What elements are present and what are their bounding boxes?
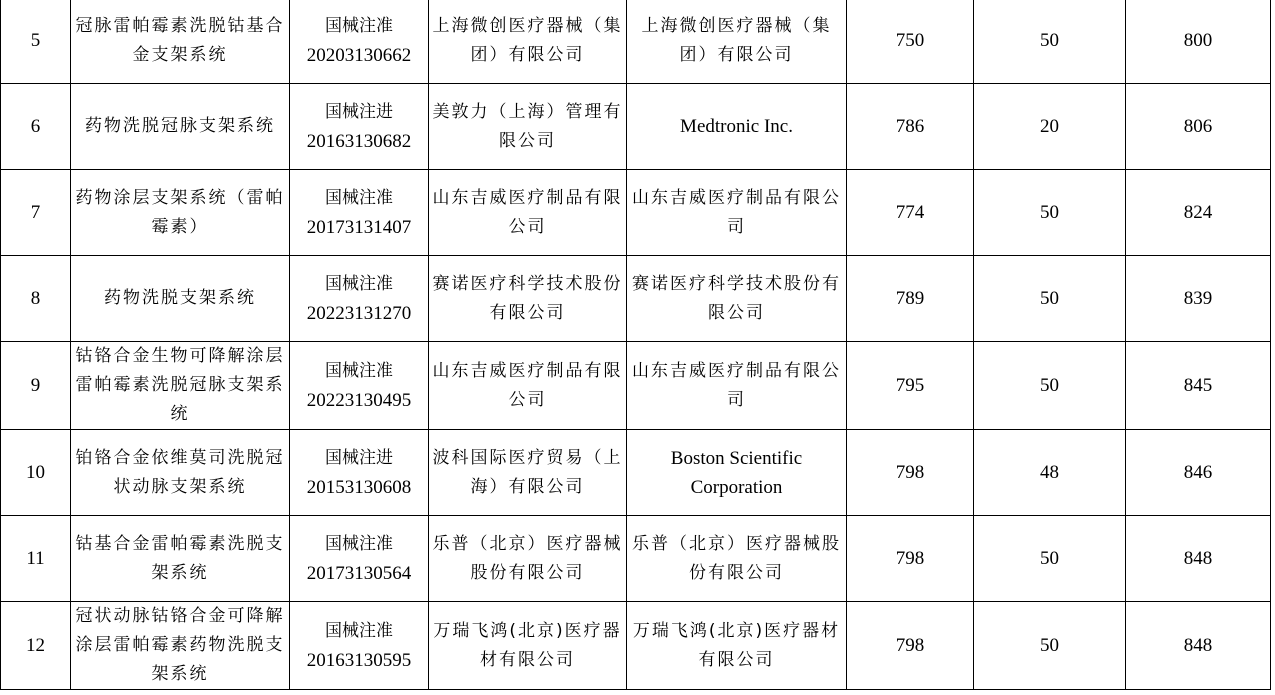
applicant-company: 美敦力（上海）管理有限公司 bbox=[429, 84, 627, 170]
applicant-company: 上海微创医疗器械（集团）有限公司 bbox=[429, 0, 627, 84]
registration-cell bbox=[290, 602, 429, 690]
registration-cell bbox=[290, 342, 429, 430]
registration-number: 20223130495 bbox=[306, 389, 412, 411]
value-1: 786 bbox=[847, 84, 974, 170]
registration-number: 20153130608 bbox=[306, 476, 412, 498]
value-1: 798 bbox=[847, 430, 974, 516]
applicant-company: 山东吉威医疗制品有限公司 bbox=[429, 170, 627, 256]
row-index: 12 bbox=[1, 602, 71, 690]
manufacturer-company: 山东吉威医疗制品有限公司 bbox=[627, 170, 847, 256]
manufacturer-company: 上海微创医疗器械（集团）有限公司 bbox=[627, 0, 847, 84]
applicant-company: 波科国际医疗贸易（上海）有限公司 bbox=[429, 430, 627, 516]
row-index: 5 bbox=[1, 0, 71, 84]
registration-number: 20173130564 bbox=[306, 562, 412, 584]
value-3: 848 bbox=[1126, 516, 1271, 602]
product-name: 钴铬合金生物可降解涂层雷帕霉素洗脱冠脉支架系统 bbox=[71, 342, 290, 430]
manufacturer-company: 山东吉威医疗制品有限公司 bbox=[627, 342, 847, 430]
registration-type: 国械注准 bbox=[325, 620, 393, 641]
value-3: 839 bbox=[1126, 256, 1271, 342]
table-row bbox=[1, 0, 1271, 84]
table-row bbox=[1, 170, 1271, 256]
product-name: 冠状动脉钴铬合金可降解涂层雷帕霉素药物洗脱支架系统 bbox=[71, 602, 290, 690]
value-1: 795 bbox=[847, 342, 974, 430]
product-name: 药物涂层支架系统（雷帕霉素） bbox=[71, 170, 290, 256]
value-3: 806 bbox=[1126, 84, 1271, 170]
manufacturer-company: 乐普（北京）医疗器械股份有限公司 bbox=[627, 516, 847, 602]
value-2: 48 bbox=[974, 430, 1126, 516]
value-1: 798 bbox=[847, 516, 974, 602]
value-1: 789 bbox=[847, 256, 974, 342]
value-3: 848 bbox=[1126, 602, 1271, 690]
row-index: 11 bbox=[1, 516, 71, 602]
registration-number: 20223131270 bbox=[306, 302, 412, 324]
applicant-company: 赛诺医疗科学技术股份有限公司 bbox=[429, 256, 627, 342]
row-index: 8 bbox=[1, 256, 71, 342]
manufacturer-company: 赛诺医疗科学技术股份有限公司 bbox=[627, 256, 847, 342]
table-row bbox=[1, 516, 1271, 602]
value-2: 50 bbox=[974, 602, 1126, 690]
value-2: 50 bbox=[974, 256, 1126, 342]
registration-cell bbox=[290, 516, 429, 602]
value-2: 50 bbox=[974, 170, 1126, 256]
product-name: 药物洗脱冠脉支架系统 bbox=[71, 84, 290, 170]
row-index: 7 bbox=[1, 170, 71, 256]
registration-type: 国械注准 bbox=[325, 533, 393, 554]
table-row bbox=[1, 84, 1271, 170]
row-index: 6 bbox=[1, 84, 71, 170]
registration-cell bbox=[290, 170, 429, 256]
table-row bbox=[1, 342, 1271, 430]
value-1: 798 bbox=[847, 602, 974, 690]
value-1: 774 bbox=[847, 170, 974, 256]
registration-number: 20163130682 bbox=[306, 130, 412, 152]
value-2: 50 bbox=[974, 342, 1126, 430]
table-row bbox=[1, 602, 1271, 690]
row-index: 9 bbox=[1, 342, 71, 430]
manufacturer-company: Boston Scientific Corporation bbox=[627, 430, 847, 516]
product-name: 药物洗脱支架系统 bbox=[71, 256, 290, 342]
product-name: 钴基合金雷帕霉素洗脱支架系统 bbox=[71, 516, 290, 602]
registration-type: 国械注准 bbox=[325, 187, 393, 208]
value-2: 20 bbox=[974, 84, 1126, 170]
value-3: 800 bbox=[1126, 0, 1271, 84]
registration-number: 20203130662 bbox=[306, 44, 412, 66]
value-3: 845 bbox=[1126, 342, 1271, 430]
registration-number: 20173131407 bbox=[306, 216, 412, 238]
table-body bbox=[1, 0, 1271, 690]
value-2: 50 bbox=[974, 0, 1126, 84]
applicant-company: 乐普（北京）医疗器械股份有限公司 bbox=[429, 516, 627, 602]
manufacturer-company: 万瑞飞鸿(北京)医疗器材有限公司 bbox=[627, 602, 847, 690]
registration-cell bbox=[290, 84, 429, 170]
value-2: 50 bbox=[974, 516, 1126, 602]
manufacturer-company: Medtronic Inc. bbox=[627, 84, 847, 170]
registration-number: 20163130595 bbox=[306, 649, 412, 671]
registration-cell bbox=[290, 0, 429, 84]
applicant-company: 万瑞飞鸿(北京)医疗器材有限公司 bbox=[429, 602, 627, 690]
registration-type: 国械注准 bbox=[325, 273, 393, 294]
product-name: 铂铬合金依维莫司洗脱冠状动脉支架系统 bbox=[71, 430, 290, 516]
table-row bbox=[1, 256, 1271, 342]
applicant-company: 山东吉威医疗制品有限公司 bbox=[429, 342, 627, 430]
registration-type: 国械注准 bbox=[325, 15, 393, 36]
value-3: 846 bbox=[1126, 430, 1271, 516]
registration-cell bbox=[290, 430, 429, 516]
value-1: 750 bbox=[847, 0, 974, 84]
registration-type: 国械注准 bbox=[325, 360, 393, 381]
row-index: 10 bbox=[1, 430, 71, 516]
registration-cell bbox=[290, 256, 429, 342]
product-name: 冠脉雷帕霉素洗脱钴基合金支架系统 bbox=[71, 0, 290, 84]
registration-type: 国械注进 bbox=[325, 101, 393, 122]
registration-type: 国械注进 bbox=[325, 447, 393, 468]
value-3: 824 bbox=[1126, 170, 1271, 256]
table-row bbox=[1, 430, 1271, 516]
